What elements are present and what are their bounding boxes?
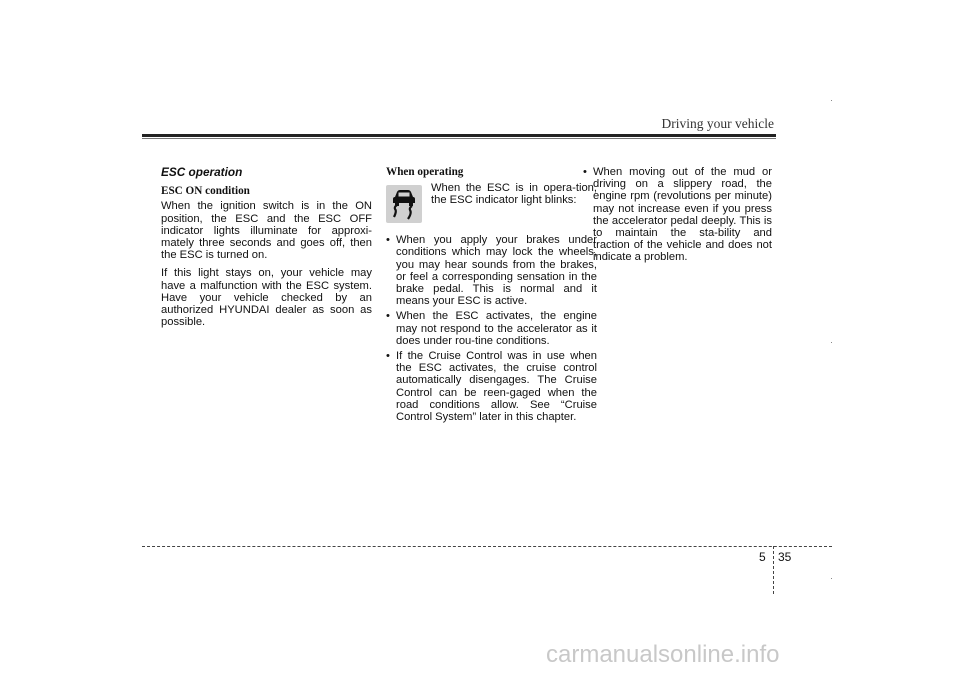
crop-mark (831, 578, 832, 579)
paragraph: When the ignition switch is in the ON position, the ESC and the ESC OFF indicator lights illuminate for approxi-mately three seconds and goes off, then the ESC is turned on. (161, 200, 372, 262)
section-title: ESC operation (161, 165, 243, 179)
list-item: • When moving out of the mud or driving on a slippery road, the engine rpm (revolutions per minute) may not increase even if you press the accelerator pedal deeply. This is to maintain the sta-bility and traction of the vehicle and does not indicate a problem. (583, 166, 772, 264)
header-rule-thin (142, 138, 776, 139)
subheading-esc-on: ESC ON condition (161, 185, 250, 198)
left-column (161, 166, 372, 334)
subheading-when-operating: When operating (386, 166, 464, 178)
icon-row (386, 182, 597, 230)
esc-indicator-icon (386, 185, 422, 223)
crop-mark (831, 342, 832, 343)
icon-description: When the ESC is in opera-tion, the ESC indicator light blinks: (431, 182, 597, 207)
header-rule (142, 134, 776, 137)
page-header-title: Driving your vehicle (661, 116, 774, 131)
bullet-list (583, 166, 772, 264)
list-item: • If the Cruise Control was in use when the ESC activates, the cruise control automatically disengages. The Cruise Control can be reen-gaged when the road conditions allow. See “Cruise Control System” later in this chapter. (386, 350, 597, 423)
list-item: • When the ESC activates, the engine may not respond to the accelerator as it does under rou-tine conditions. (386, 310, 597, 347)
page-number: 35 (778, 550, 792, 564)
crop-mark (831, 100, 832, 101)
footer-divider (773, 546, 774, 594)
middle-column (386, 166, 597, 426)
footer-rule (142, 546, 832, 547)
watermark: carmanualsonline.info (546, 641, 780, 668)
list-item: • When you apply your brakes under conditions which may lock the wheels, you may hear sounds from the brakes, or feel a corresponding sensation in the brake pedal. This is normal and it means your ESC is active. (386, 234, 597, 307)
bullet-list (386, 234, 597, 423)
paragraph: If this light stays on, your vehicle may have a malfunction with the ESC system. Have your vehicle checked by an authorized HYUNDAI dealer as soon as possible. (161, 267, 372, 329)
chapter-number: 5 (759, 550, 766, 564)
right-column (583, 166, 772, 267)
